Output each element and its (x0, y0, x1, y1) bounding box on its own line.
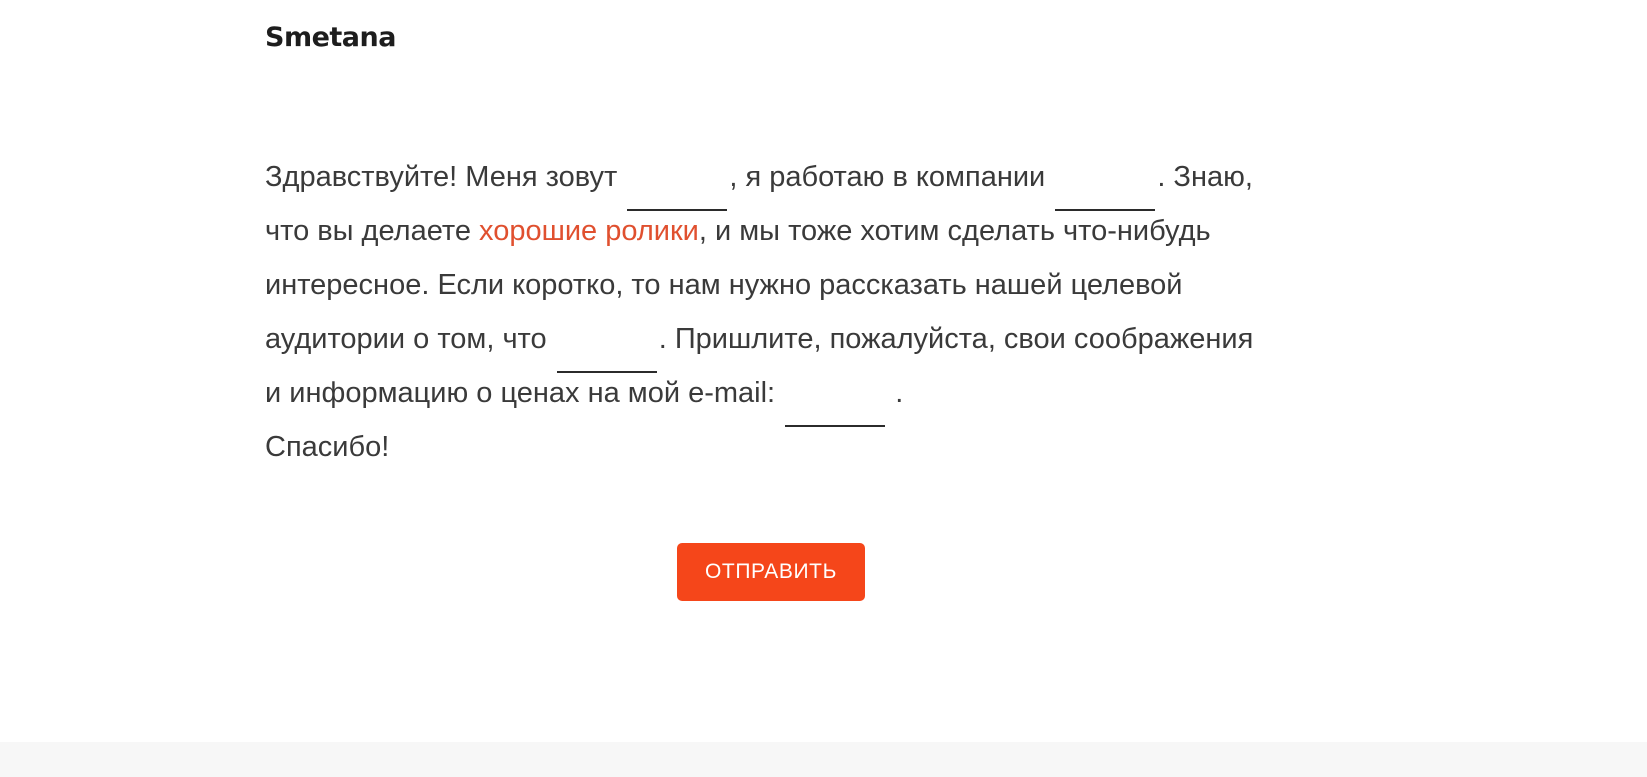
good-videos-link[interactable]: хорошие ролики (479, 215, 699, 247)
submit-button[interactable]: ОТПРАВИТЬ (677, 543, 865, 601)
letter-line-4 (265, 312, 1365, 366)
letter-segment: Спасибо! (265, 431, 390, 463)
letter-segment: аудитории о том, что (265, 323, 555, 355)
letter-line-3 (265, 258, 1365, 312)
letter-segment: и информацию о ценах на мой e-mail: (265, 377, 784, 409)
letter-segment: . Знаю, (1157, 161, 1253, 193)
letter-segment: что вы делаете (265, 215, 480, 247)
letter-line-2 (265, 204, 1365, 258)
letter-text (265, 150, 1365, 474)
letter-segment: , и мы тоже хотим сделать что-нибудь (698, 215, 1211, 247)
letter-segment: . (887, 377, 904, 409)
letter-segment: , я работаю в компании (729, 161, 1054, 193)
letter-line-1 (265, 150, 1365, 204)
letter-line-5 (265, 366, 1365, 420)
email-input[interactable] (785, 391, 885, 427)
letter-segment: Здравствуйте! Меня зовут (265, 161, 626, 193)
letter-segment: . Пришлите, пожалуйста, свои соображения (658, 323, 1254, 355)
letter-line-6 (265, 420, 1365, 474)
smetana-logo[interactable]: Smetana (265, 22, 396, 53)
letter-segment: интересное. Если коротко, то нам нужно рассказать нашей целевой (265, 269, 1183, 301)
footer-bar (0, 742, 1647, 777)
